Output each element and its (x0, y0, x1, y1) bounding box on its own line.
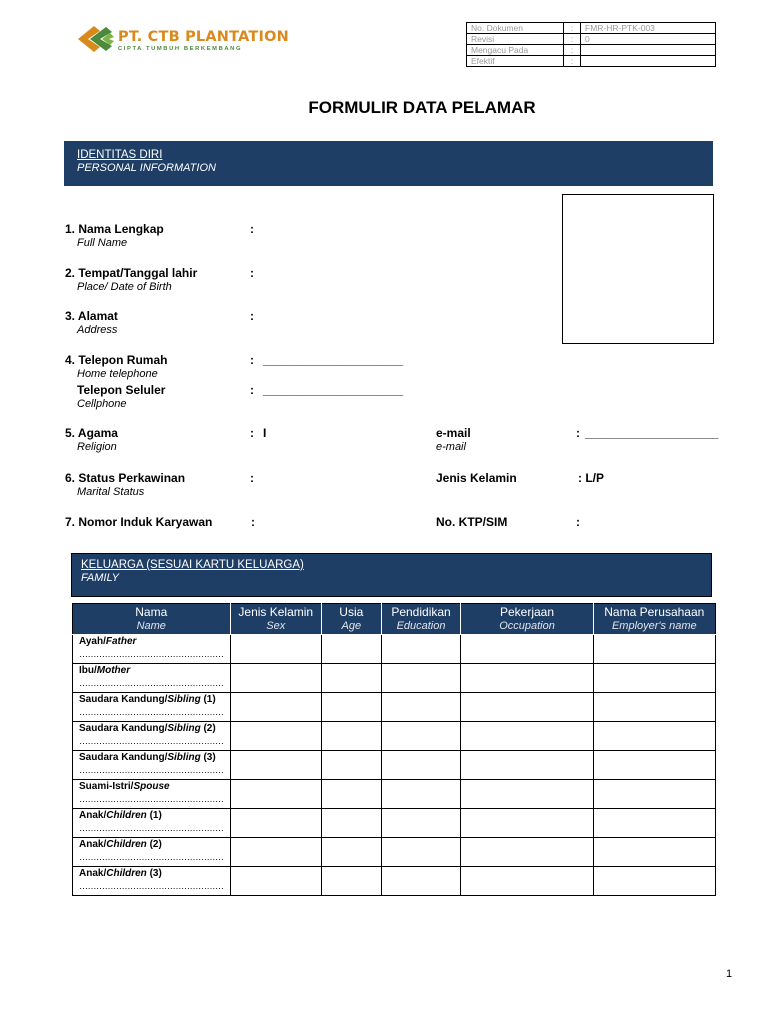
relation-label: Saudara Kandung/ (79, 694, 168, 705)
doc-info-row (467, 23, 716, 34)
doc-info-sep: : (564, 45, 581, 56)
name-blank-line[interactable]: …………………………………………… (79, 707, 224, 717)
employee-id-colon: : (251, 515, 255, 529)
full-name-colon: : (250, 222, 254, 236)
family-table-header-row (73, 604, 716, 635)
relation-label: Anak/ (79, 810, 107, 821)
relation-number: (3) (200, 752, 216, 763)
address-sublabel: Address (77, 324, 118, 336)
table-cell-input[interactable] (230, 635, 321, 664)
name-blank-line[interactable]: …………………………………………… (79, 852, 224, 862)
cellphone-label: Telepon Seluler (77, 383, 166, 397)
column-header-employer: Nama Perusahaan Employer's name (593, 604, 715, 635)
relation-label-en: Spouse (133, 781, 170, 792)
table-cell-input[interactable] (593, 693, 715, 722)
doc-info-label: Revisi (467, 34, 564, 45)
table-cell-input[interactable] (461, 780, 593, 809)
table-cell-input[interactable] (593, 664, 715, 693)
religion-label: 5. Agama (65, 426, 118, 440)
family-member-cell (73, 693, 231, 722)
table-cell-input[interactable] (321, 867, 381, 896)
table-cell-input[interactable] (321, 838, 381, 867)
table-cell-input[interactable] (230, 693, 321, 722)
cellphone-colon: : (250, 383, 254, 397)
name-blank-line[interactable]: …………………………………………… (79, 823, 224, 833)
home-phone-label: 4. Telepon Rumah (65, 353, 168, 367)
name-blank-line[interactable]: …………………………………………… (79, 736, 224, 746)
table-row (73, 809, 716, 838)
table-row (73, 751, 716, 780)
doc-info-sep: : (564, 56, 581, 67)
relation-label: Ayah/ (79, 636, 106, 647)
table-row (73, 693, 716, 722)
doc-info-row (467, 56, 716, 67)
table-cell-input[interactable] (593, 635, 715, 664)
relation-label-en: Children (106, 839, 147, 850)
home-phone-field[interactable]: _____________________ (263, 353, 404, 367)
table-cell-input[interactable] (381, 635, 461, 664)
gender-label: Jenis Kelamin (436, 471, 517, 485)
relation-label: Ibu/ (79, 665, 97, 676)
marital-status-colon: : (250, 471, 254, 485)
column-header-age: Usia Age (321, 604, 381, 635)
table-cell-input[interactable] (381, 780, 461, 809)
company-tagline: CIPTA TUMBUH BERKEMBANG (118, 46, 243, 52)
email-colon: : (576, 426, 580, 440)
family-section-subtitle: FAMILY (81, 572, 119, 584)
photo-box (562, 194, 714, 344)
relation-label-en: Mother (96, 665, 131, 676)
doc-info-value: 0 (581, 34, 716, 45)
address-label: 3. Alamat (65, 309, 118, 323)
gender-field[interactable]: : L/P (578, 471, 604, 485)
table-cell-input[interactable] (321, 664, 381, 693)
company-name: PT. CTB PLANTATION (118, 29, 289, 45)
email-field[interactable]: ____________________ (585, 426, 719, 440)
relation-label-en: Children (106, 810, 147, 821)
table-cell-input[interactable] (461, 693, 593, 722)
column-header-education: Pendidikan Education (381, 604, 461, 635)
table-cell-input[interactable] (593, 867, 715, 896)
table-cell-input[interactable] (230, 751, 321, 780)
email-label: e-mail (436, 426, 471, 440)
cellphone-field[interactable]: _____________________ (263, 383, 404, 397)
email-sublabel: e-mail (436, 441, 466, 453)
table-cell-input[interactable] (593, 780, 715, 809)
table-row (73, 664, 716, 693)
table-cell-input[interactable] (321, 751, 381, 780)
table-cell-input[interactable] (381, 809, 461, 838)
doc-info-sep: : (564, 23, 581, 34)
column-header-occupation: Pekerjaan Occupation (461, 604, 593, 635)
religion-sublabel: Religion (77, 441, 117, 453)
table-cell-input[interactable] (461, 809, 593, 838)
family-table (72, 603, 716, 896)
table-cell-input[interactable] (321, 722, 381, 751)
relation-label-en: Sibling (167, 723, 201, 734)
table-row (73, 838, 716, 867)
relation-label-en: Father (105, 636, 137, 647)
table-cell-input[interactable] (593, 809, 715, 838)
birth-label: 2. Tempat/Tanggal lahir (65, 266, 198, 280)
id-card-colon: : (576, 515, 580, 529)
table-cell-input[interactable] (461, 722, 593, 751)
table-cell-input[interactable] (593, 838, 715, 867)
birth-sublabel: Place/ Date of Birth (77, 281, 172, 293)
table-cell-input[interactable] (593, 722, 715, 751)
table-cell-input[interactable] (461, 635, 593, 664)
relation-number: (1) (200, 694, 216, 705)
table-cell-input[interactable] (381, 838, 461, 867)
home-phone-sublabel: Home telephone (77, 368, 158, 380)
table-cell-input[interactable] (461, 664, 593, 693)
name-blank-line[interactable]: …………………………………………… (79, 881, 224, 891)
marital-status-label: 6. Status Perkawinan (65, 471, 186, 485)
doc-info-value (581, 56, 716, 67)
table-cell-input[interactable] (230, 722, 321, 751)
family-member-cell (73, 635, 231, 664)
doc-info-value: FMR-HR-PTK-003 (581, 23, 716, 34)
home-phone-colon: : (250, 353, 254, 367)
table-cell-input[interactable] (593, 751, 715, 780)
table-row (73, 867, 716, 896)
table-cell-input[interactable] (230, 867, 321, 896)
employee-id-label: 7. Nomor Induk Karyawan (65, 515, 213, 529)
cellphone-sublabel: Cellphone (77, 398, 127, 410)
table-cell-input[interactable] (321, 635, 381, 664)
religion-colon: : (250, 426, 254, 440)
family-member-cell (73, 780, 231, 809)
table-cell-input[interactable] (381, 867, 461, 896)
table-cell-input[interactable] (381, 751, 461, 780)
column-header-name: Nama Name (73, 604, 231, 635)
document-info-table (466, 22, 716, 67)
family-section-title: KELUARGA (SESUAI KARTU KELUARGA) (81, 559, 304, 571)
relation-number: (3) (146, 868, 162, 879)
family-member-cell (73, 722, 231, 751)
table-cell-input[interactable] (381, 722, 461, 751)
table-cell-input[interactable] (461, 751, 593, 780)
family-section-header (71, 553, 712, 597)
relation-number: (2) (200, 723, 216, 734)
table-cell-input[interactable] (230, 780, 321, 809)
relation-label-en: Sibling (167, 694, 201, 705)
page-number: 1 (726, 968, 733, 980)
name-blank-line[interactable]: …………………………………………… (79, 678, 224, 688)
full-name-label: 1. Nama Lengkap (65, 222, 164, 236)
form-title: FORMULIR DATA PELAMAR (308, 98, 536, 117)
birth-colon: : (250, 266, 254, 280)
doc-info-label: No. Dokumen (467, 23, 564, 34)
religion-field[interactable]: I (263, 426, 267, 440)
relation-label: Suami-Istri/ (79, 781, 134, 792)
relation-label: Anak/ (79, 868, 107, 879)
table-cell-input[interactable] (461, 838, 593, 867)
table-cell-input[interactable] (321, 780, 381, 809)
identity-section-header (64, 141, 713, 186)
table-cell-input[interactable] (321, 693, 381, 722)
table-row (73, 635, 716, 664)
relation-label: Saudara Kandung/ (79, 752, 168, 763)
marital-status-sublabel: Marital Status (77, 486, 145, 498)
table-cell-input[interactable] (461, 867, 593, 896)
table-cell-input[interactable] (230, 664, 321, 693)
relation-label-en: Sibling (167, 752, 201, 763)
table-row (73, 780, 716, 809)
full-name-sublabel: Full Name (77, 237, 128, 249)
doc-info-row (467, 45, 716, 56)
table-cell-input[interactable] (230, 838, 321, 867)
identity-section-title: IDENTITAS DIRI (77, 149, 163, 161)
name-blank-line[interactable]: …………………………………………… (79, 794, 224, 804)
name-blank-line[interactable]: …………………………………………… (79, 649, 224, 659)
doc-info-label: Efektif (467, 56, 564, 67)
family-member-cell (73, 809, 231, 838)
relation-label: Saudara Kandung/ (79, 723, 168, 734)
address-colon: : (250, 309, 254, 323)
relation-label-en: Children (106, 868, 147, 879)
column-header-sex: Jenis Kelamin Sex (230, 604, 321, 635)
id-card-label: No. KTP/SIM (436, 515, 508, 529)
table-cell-input[interactable] (321, 809, 381, 838)
family-member-cell (73, 867, 231, 896)
doc-info-value (581, 45, 716, 56)
table-row (73, 722, 716, 751)
identity-section-subtitle: PERSONAL INFORMATION (77, 162, 216, 174)
name-blank-line[interactable]: …………………………………………… (79, 765, 224, 775)
family-member-cell (73, 664, 231, 693)
relation-number: (1) (146, 810, 162, 821)
table-cell-input[interactable] (230, 809, 321, 838)
table-cell-input[interactable] (381, 693, 461, 722)
relation-label: Anak/ (79, 839, 107, 850)
family-member-cell (73, 751, 231, 780)
relation-number: (2) (146, 839, 162, 850)
doc-info-row (467, 34, 716, 45)
family-member-cell (73, 838, 231, 867)
table-cell-input[interactable] (381, 664, 461, 693)
doc-info-label: Mengacu Pada (467, 45, 564, 56)
doc-info-sep: : (564, 34, 581, 45)
